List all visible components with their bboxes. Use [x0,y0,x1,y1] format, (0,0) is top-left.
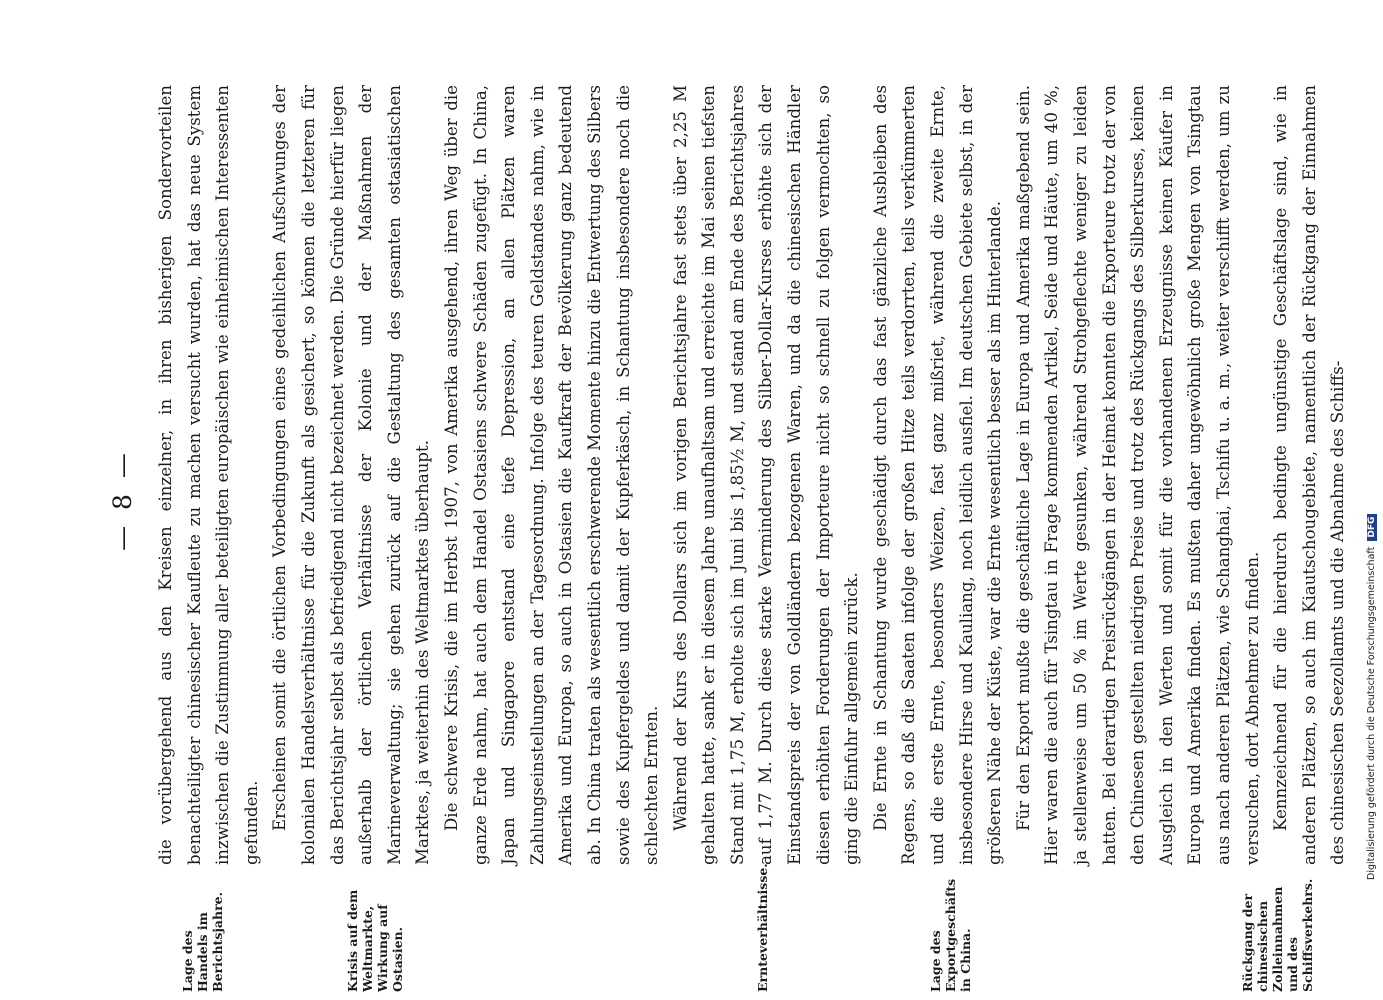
paragraph: Für den Export mußte die geschäftliche Lage in Europa und Amerika maßgebend sein. Hier waren die auch für Tsingtau in Frage kommenden Artikel, Seide und Häute, um 40 %, ja stellenweise um 50 % im Werte gesunken, während Strohgeflechte weniger zu leiden hatten. Bei derartigen Preisrückgängen in der Heimat konnten die Exporteure trotz der von den Chinesen gestellten niedrigen Preise und trotz des Rückgangs des Silberkurses, keinen Ausgleich in den Werten und somit für die vorhandenen Erzeugnisse keinen Käufer in Europa und Amerika finden. Es mußten daher ungewöhnlich große Mengen von Tsingtau aus nach anderen Plätzen, wie Schanghai, Tschifu u. a. m., weiter verschifft werden, um zu versuchen, dort Abnehmer zu finden. [1013,85,1262,865]
paragraph: Erscheinen somit die örtlichen Vorbedingungen eines gedeihlichen Aufschwunges der kolonialen Handelsverhältnisse für die Zukunft als gesichert, so können die letzteren für das Berichtsjahr selbst als befriedigend nicht bezeichnet werden. Die Gründe hierfür liegen außerhalb der örtlichen Verhältnisse der Kolonie und der Maßnahmen der Marineverwaltung; sie gehen zurück auf die Gestaltung des gesamten ostasiatischen Marktes, ja weiterhin des Weltmarktes überhaupt. [270,85,433,865]
margin-note-handel: Lage des Handels im Berichtsjahre. [180,892,225,992]
margin-note-export: Lage des Exportgeschäfts in China. [928,878,973,992]
margin-note-ernte: Ernteverhältnisse. [755,863,770,992]
digitization-footer [1366,20,1377,880]
footer-text: Digitalisierung gefördert durch die Deutsche Forschungsgemeinschaft [1366,546,1377,880]
dfg-badge: DFG [1367,514,1377,541]
paragraph: Während der Kurs des Dollars sich im vorigen Berichtsjahre fast stets über 2,25 M gehalten hatte, sank er in diesem Jahre unaufhaltsam und erreichte im Mai seinen tiefsten Stand mit 1,75 M, erholte sich im Juni bis 1,85½ M, und stand am Ende des Berichtsjahres auf 1,77 M. Durch diese starke Verminderung des Silber-Dollar-Kurses erhöhte sich der Einstandspreis der von Goldländern bezogenen Waren, und da die chinesischen Händler diesen erhöhten Forderungen der Importeure nicht so schnell zu folgen vermochten, so ging die Einfuhr allgemein zurück. [670,85,862,865]
margin-note-zoll: Rückgang der chinesischen Zolleinnahmen und des Schiffsverkehrs. [1240,878,1315,992]
margin-note-krisis: Krisis auf dem Weltmarkte, Wirkung auf Ostasien. [345,889,405,992]
paragraph: Kennzeichnend für die hierdurch bedingte ungünstige Geschäftslage sind, wie in anderen Plätzen, so auch im Kiautschougebiete, namentlich der Rückgang der Einnahmen des chinesischen Seezollamts und die Abnahme des Schiffs- [1271,85,1348,865]
paragraph: die vorübergehend aus den Kreisen einzelner, in ihren bisherigen Sondervorteilen benachteiligter chinesischer Kaufleute zu machen versucht wurden, hat das neue System inzwischen die Zustimmung aller beteiligten europäischen wie einheimischen Interessenten gefunden. [156,85,261,865]
body-text [152,85,1353,865]
paragraph: Die schwere Krisis, die im Herbst 1907, von Amerika ausgehend, ihren Weg über die ganze Erde nahm, hat auch dem Handel Ostasiens schwere Schäden zugefügt. In China, Japan und Singapore entstand eine tiefe Depression, an allen Plätzen waren Zahlungseinstellungen an der Tagesordnung. Infolge des teuren Geldstandes nahm, wie in Amerika und Europa, so auch in Ostasien die Kaufkraft der Bevölkerung ganz bedeutend ab. In China traten als wesentlich erschwerende Momente hinzu die Entwertung des Silbers sowie des Kupfergeldes und damit der Kupferkäsch, in Schantung insbesondere noch die schlechten Ernten. [441,85,662,865]
paragraph: Die Ernte in Schantung wurde geschädigt durch das fast gänzliche Ausbleiben des Regens, so daß die Saaten infolge der großen Hitze teils verdorrten, teils verkümmerten und die erste Ernte, besonders Weizen, fast ganz mißriet, während die zweite Ernte, insbesondere Hirse und Kauliang, noch leidlich ausfiel. Im deutschen Gebiete selbst, in der größeren Nähe der Küste, war die Ernte wesentlich besser als im Hinterlande. [870,85,1005,865]
page-number: — 8 — [108,449,137,551]
